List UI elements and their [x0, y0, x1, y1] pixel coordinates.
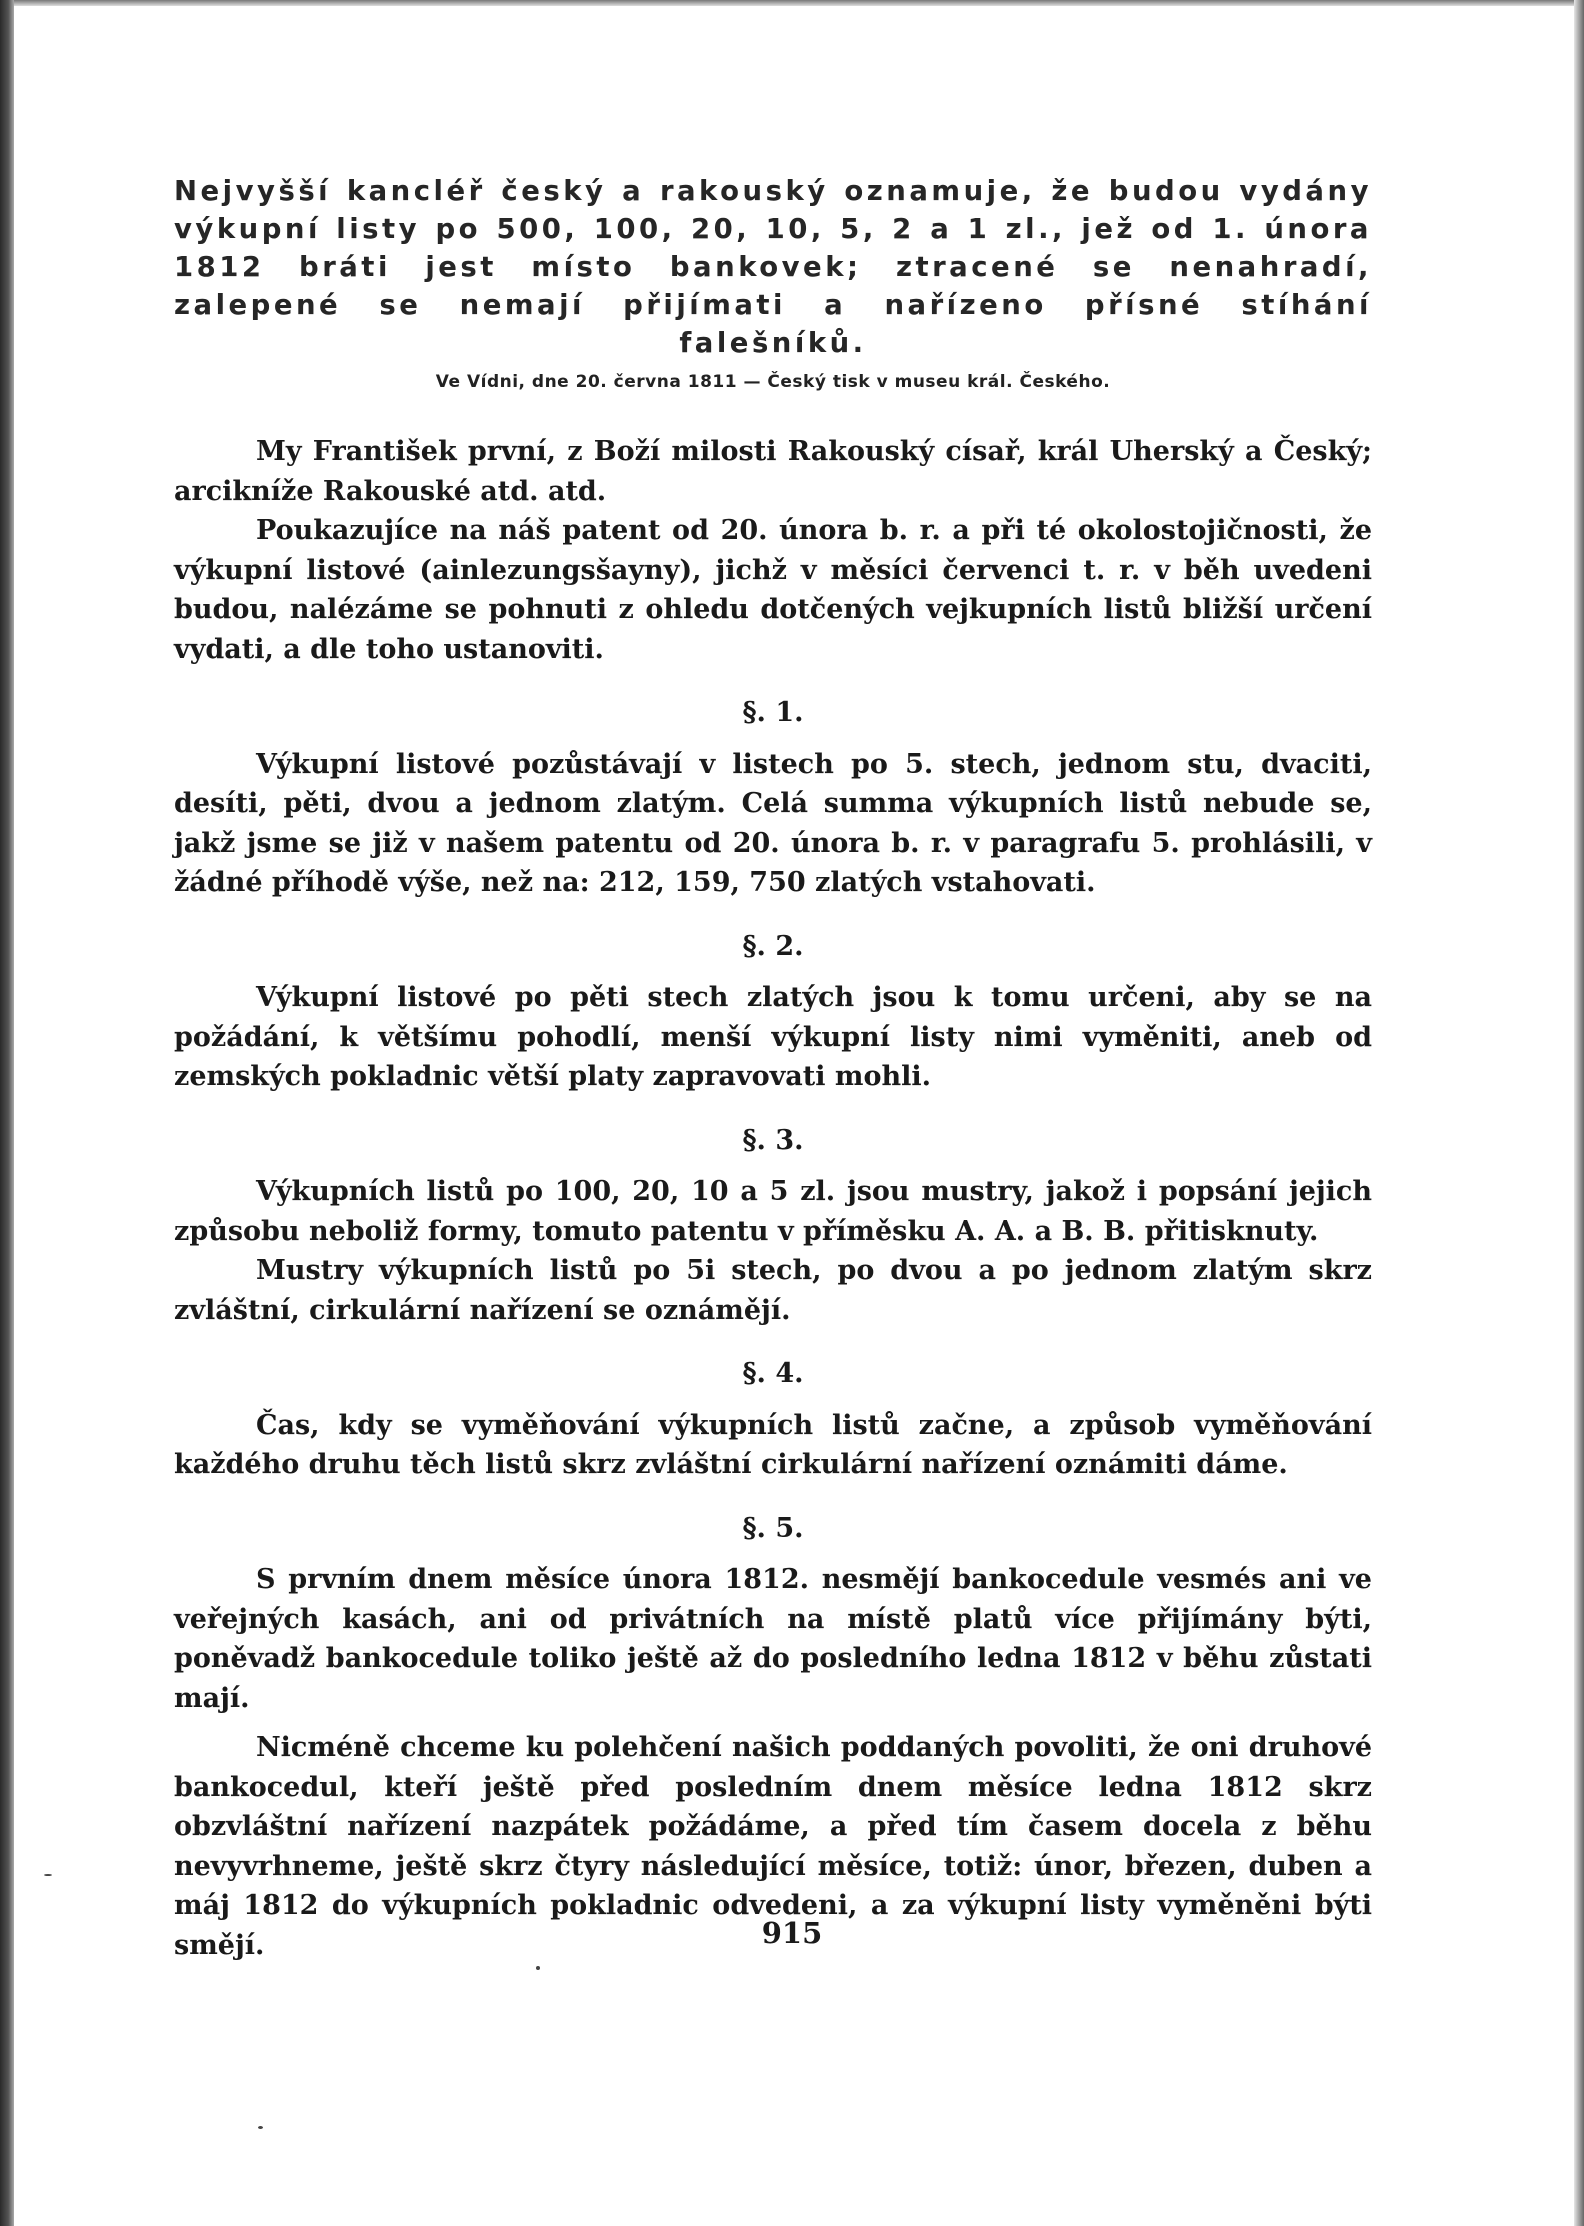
page-edge-right: [1574, 0, 1584, 2226]
section-1-paragraph: Výkupní listové pozůstávají v listech po 5. stech, jednom stu, dvaciti, desíti, pěti, dvou a jednom zlatým. Celá summa výkupních listů nebude se, jakž jsme se již v našem patentu od 20. února b. r. v paragrafu 5. prohlásili, v žádné příhodě výše, než na: 212, 159, 750 zlatých vstahovati.: [174, 748, 1372, 898]
section-4-heading: §. 4.: [742, 1358, 804, 1389]
page-edge-left: [0, 0, 14, 2226]
intro-title: My František první, z Boží milosti Rakouský císař, král Uherský a Český; arcikníže Rakouské atd. atd.: [174, 436, 1372, 507]
section-2-paragraph: Výkupní listové po pěti stech zlatých jsou k tomu určeni, aby se na požádání, k většímu pohodlí, menší výkupní listy nimi vyměniti, aneb od zemských pokladnic větší platy zapravovati mohli.: [174, 982, 1372, 1092]
print-speck: [258, 2126, 263, 2129]
notice-source: Ve Vídni, dne 20. června 1811 — Český tisk v museu král. Českého.: [435, 372, 1111, 392]
section-5-paragraph-1: S prvním dnem měsíce února 1812. nesmějí bankocedule vesmés ani ve veřejných kasách, ani od privátních na místě platů více přijímány býti, poněvadž bankocedule toliko ještě až do posledního ledna 1812 v běhu zůstati mají.: [174, 1564, 1372, 1714]
section-3-paragraph-1: Výkupních listů po 100, 20, 10 a 5 zl. jsou mustry, jakož i popsání jejich způsobu neboliž formy, tomuto patentu v příměsku A. A. a B. B. přitisknuty.: [174, 1176, 1372, 1247]
section-5-heading: §. 5.: [742, 1512, 804, 1544]
page-number: 915: [761, 1916, 823, 1950]
document-page: [174, 172, 1372, 1965]
notice-summary: Nejvyšší kancléř český a rakouský oznamuje, že budou vydány výkupní listy po 500, 100, 20, 10, 5, 2 a 1 zl., jež od 1. února 1812 bráti jest místo bankovek; ztracené se nenahradí, zalepené se nemají přijímati a nařízeno přísné stíhání falešníků.: [174, 175, 1372, 359]
section-3-heading: §. 3.: [742, 1124, 804, 1156]
section-1-heading: §. 1.: [742, 697, 804, 728]
section-4-paragraph: Čas, kdy se vyměňování výkupních listů začne, a způsob vyměňování každého druhu těch listů skrz zvláštní cirkulární nařízení oznámiti dáme.: [174, 1409, 1372, 1480]
intro-paragraph: Poukazujíce na náš patent od 20. února b. r. a při té okolostojičnosti, že výkupní listové (ainlezungsšayny), jichž v měsíci červenci t. r. v běh uvedeni budou, nalézáme se pohnuti z ohledu dotčených vejkupních listů bližší určení vydati, a dle toho ustanoviti.: [174, 515, 1372, 665]
print-speck: [536, 1966, 540, 1970]
print-speck: [44, 1874, 52, 1876]
page-edge-top: [14, 0, 1584, 6]
section-2-heading: §. 2.: [742, 930, 804, 962]
section-5-paragraph-2: Nicméně chceme ku polehčení našich poddaných povoliti, že oni druhové bankocedul, kteří ještě před posledním dnem měsíce ledna 1812 skrz obzvláštní nařízení nazpátek požádáme, a před tím časem docela z běhu nevyvrhneme, ještě skrz čtyry následující měsíce, totiž: únor, březen, duben a máj 1812 do výkupních pokladnic odvedeni, a za výkupní listy vyměněni býti smějí.: [174, 1732, 1372, 1961]
section-3-paragraph-2: Mustry výkupních listů po 5i stech, po dvou a po jednom zlatým skrz zvláštní, cirkulární nařízení se oznámějí.: [174, 1255, 1372, 1326]
